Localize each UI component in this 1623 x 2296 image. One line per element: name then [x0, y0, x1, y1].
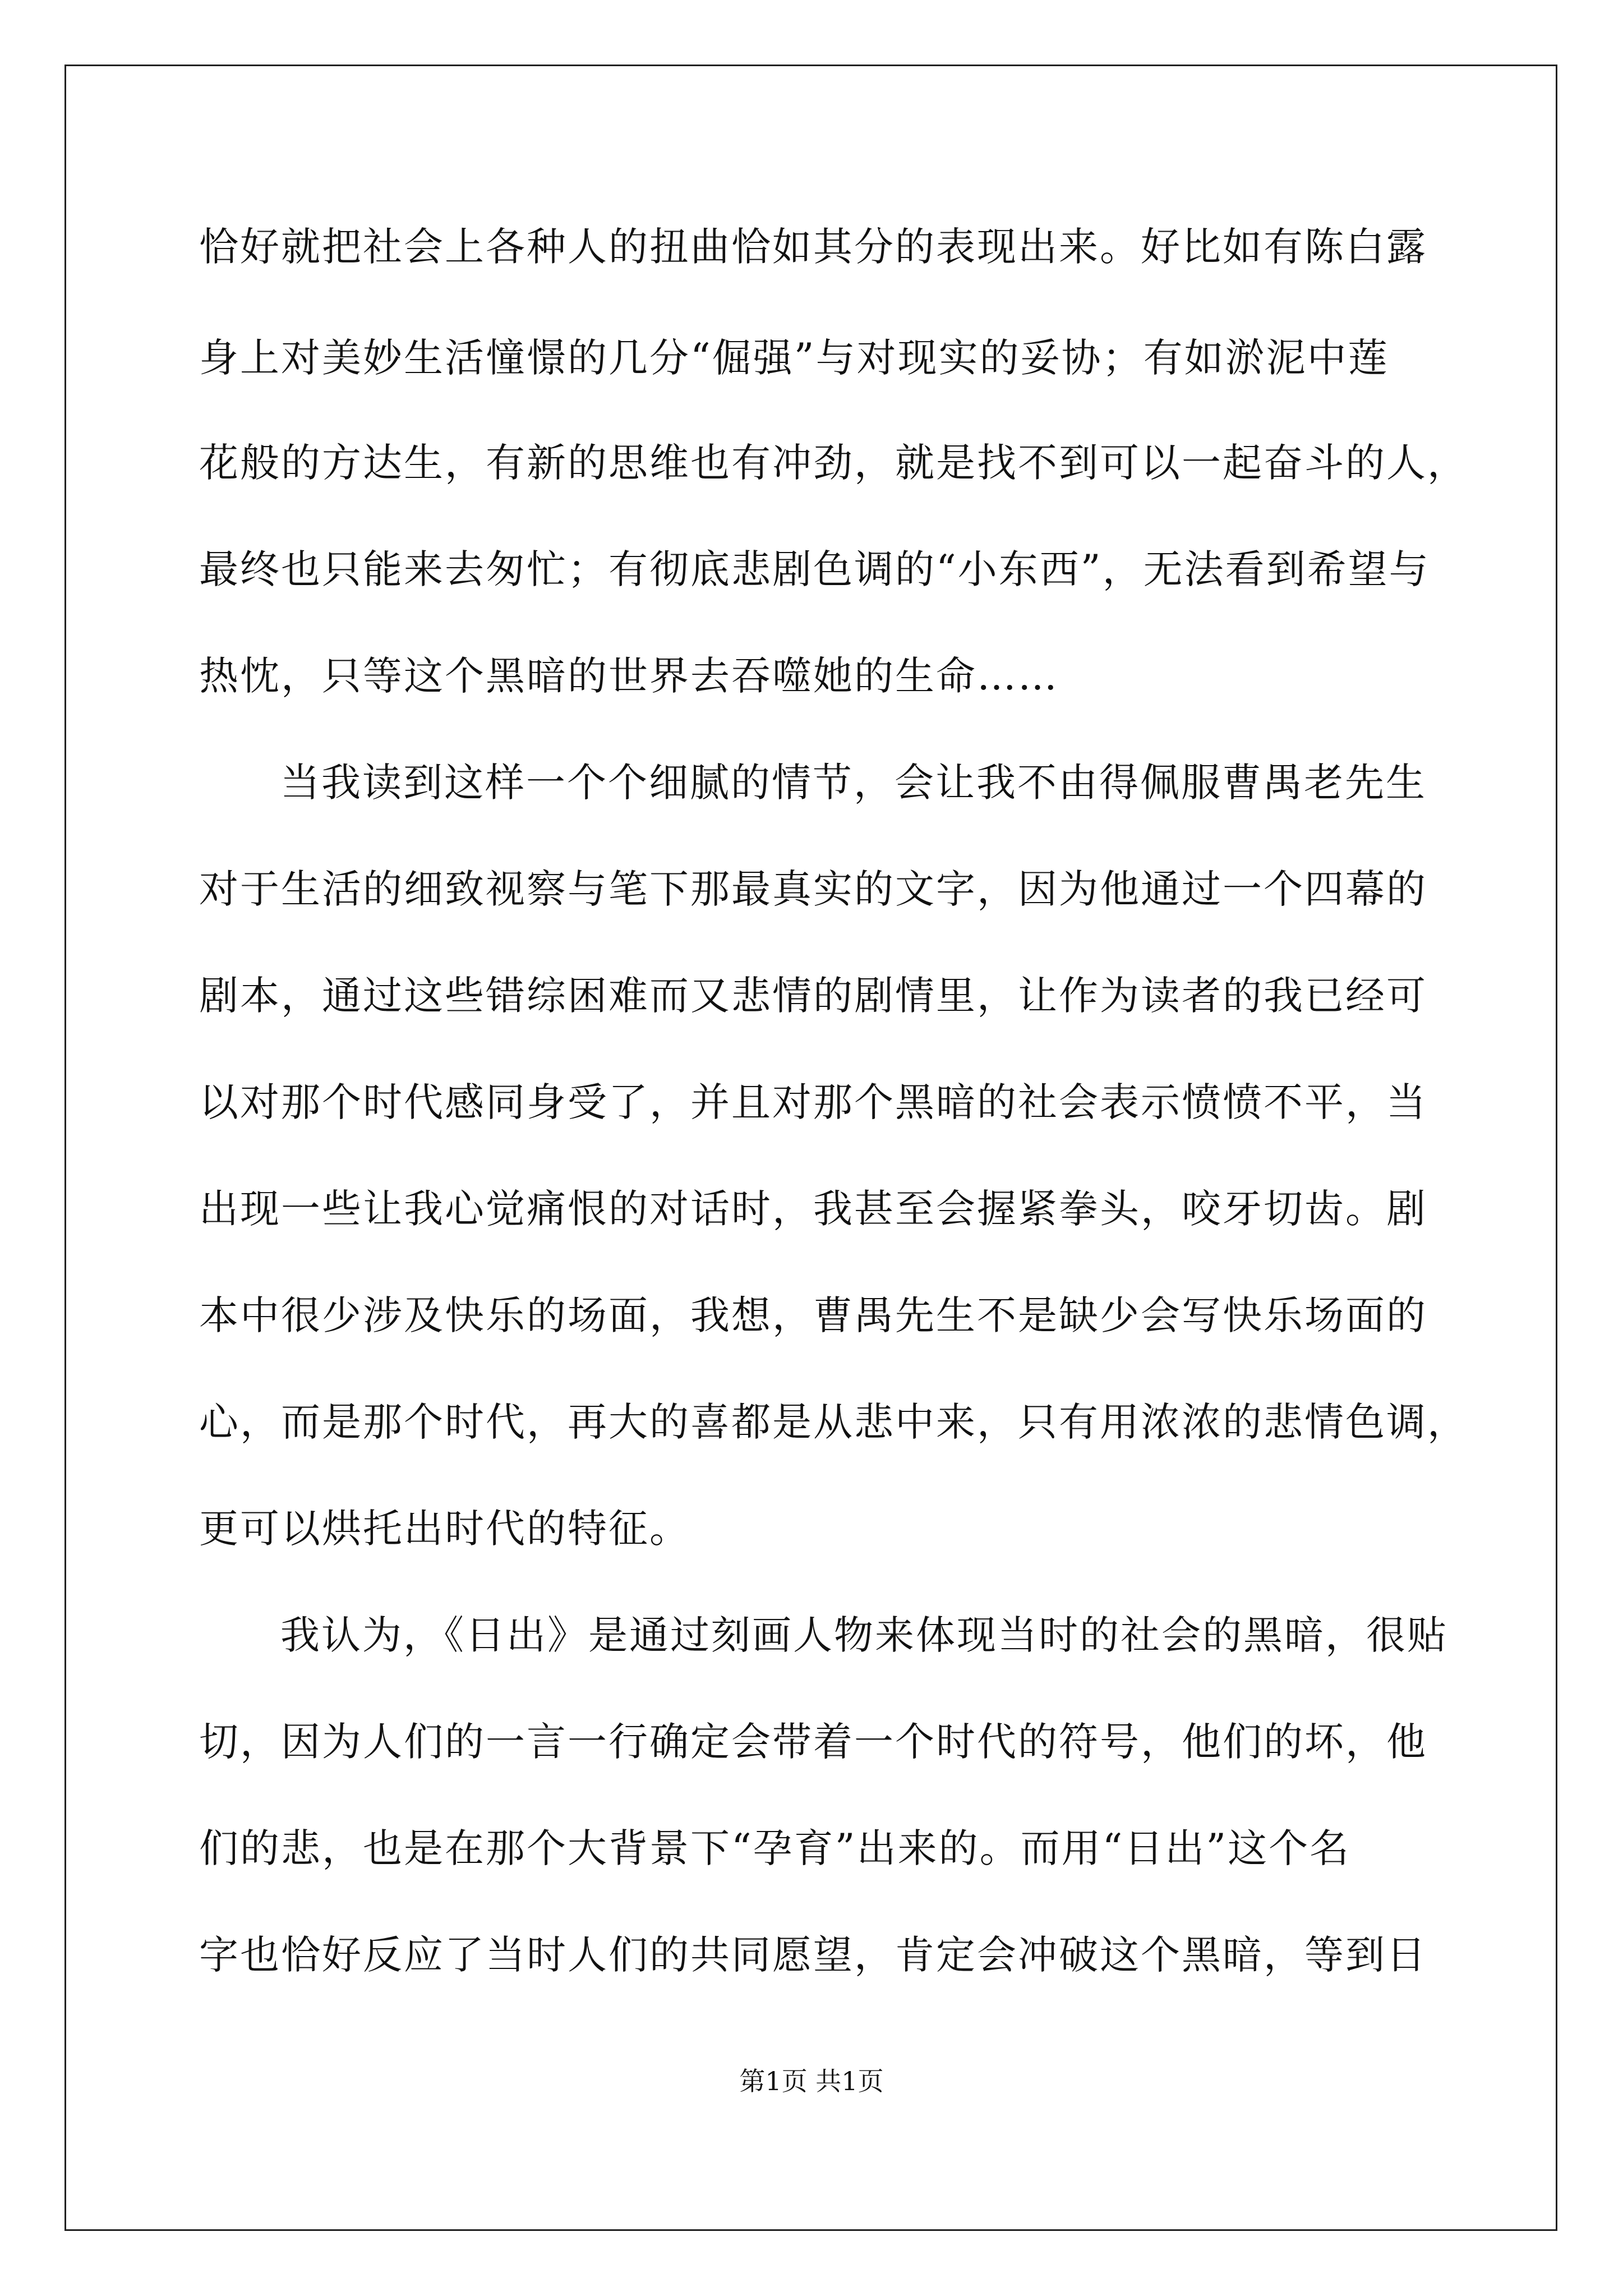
text-line: 对于生活的细致视察与笔下那最真实的文字，因为他通过一个四幕的: [199, 866, 1427, 912]
text-line: 以对那个时代感同身受了，并且对那个黑暗的社会表示愤愤不平，当: [199, 1079, 1427, 1125]
text-line: 心，而是那个时代，再大的喜都是从悲中来，只有用浓浓的悲情色调，: [199, 1399, 1468, 1445]
text-line-paragraph-start: 当我读到这样一个个细腻的情节，会让我不由得佩服曹禺老先生: [280, 760, 1427, 806]
text-line: 字也恰好反应了当时人们的共同愿望，肯定会冲破这个黑暗，等到日: [199, 1932, 1427, 1978]
text-line: 最终也只能来去匆忙；有彻底悲剧色调的“小东西”，无法看到希望与: [199, 546, 1430, 592]
text-line: 切，因为人们的一言一行确定会带着一个时代的符号，他们的坏，他: [199, 1719, 1427, 1765]
text-line: 花般的方达生，有新的思维也有冲劲，就是找不到可以一起奋斗的人，: [199, 440, 1468, 486]
text-line: 们的悲，也是在那个大背景下“孕育”出来的。而用“日出”这个名: [199, 1825, 1351, 1871]
text-line-paragraph-start: 我认为，《日出》是通过刻画人物来体现当时的社会的黑暗，很贴: [280, 1612, 1448, 1658]
page-border: [64, 65, 1557, 2231]
text-line: 身上对美妙生活憧憬的几分“倔强”与对现实的妥协；有如淤泥中莲: [199, 335, 1389, 381]
text-line: 本中很少涉及快乐的场面，我想，曹禺先生不是缺少会写快乐场面的: [199, 1292, 1427, 1338]
text-line: 剧本，通过这些错综困难而又悲情的剧情里，让作为读者的我已经可: [199, 973, 1427, 1019]
text-line: 热忱，只等这个黑暗的世界去吞噬她的生命……: [199, 653, 1059, 699]
text-line: 出现一些让我心觉痛恨的对话时，我甚至会握紧拳头，咬牙切齿。剧: [199, 1186, 1427, 1232]
text-line: 更可以烘托出时代的特征。: [199, 1506, 690, 1552]
text-line: 恰好就把社会上各种人的扭曲恰如其分的表现出来。好比如有陈白露: [199, 224, 1427, 270]
page-number-footer: 第1页 共1页: [739, 2066, 884, 2096]
